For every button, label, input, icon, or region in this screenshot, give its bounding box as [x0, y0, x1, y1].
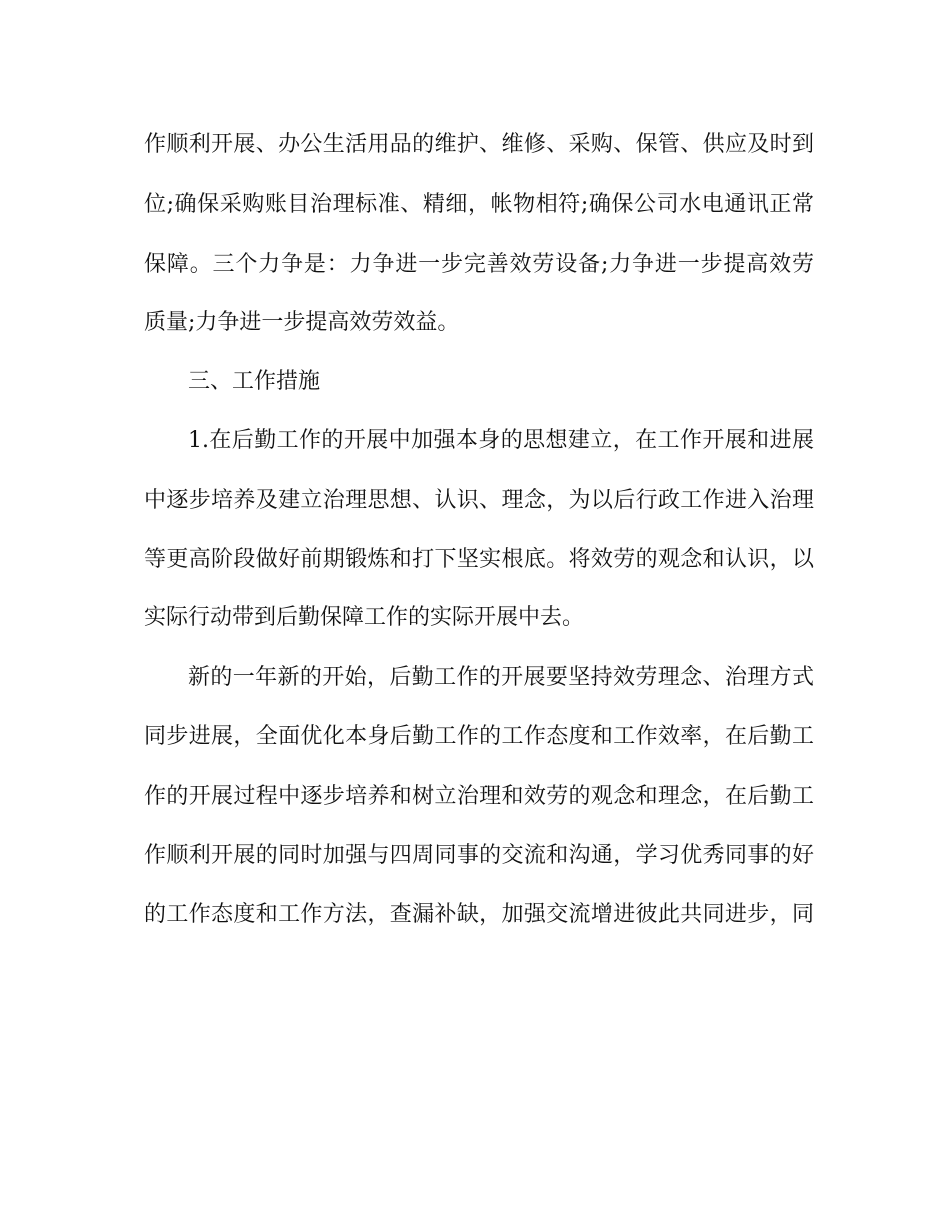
text-line: 实际行动带到后勤保障工作的实际开展中去。	[144, 605, 585, 630]
section-heading: 三、工作措施	[188, 369, 321, 394]
text-line: 作的开展过程中逐步培养和树立治理和效劳的观念和理念，在后勤工	[144, 784, 814, 809]
text-line: 等更高阶段做好前期锻炼和打下坚实根底。将效劳的观念和认识，以	[144, 547, 814, 572]
text-line: 质量;力争进一步提高效劳效益。	[144, 310, 460, 335]
text-line: 1.在后勤工作的开展中加强本身的思想建立，在工作开展和进展	[188, 428, 814, 453]
text-line: 新的一年新的开始，后勤工作的开展要坚持效劳理念、治理方式	[188, 665, 814, 690]
text-line: 作顺利开展、办公生活用品的维护、维修、采购、保管、供应及时到	[144, 132, 814, 157]
text-line: 中逐步培养及建立治理思想、认识、理念，为以后行政工作进入治理	[144, 488, 814, 513]
text-line: 作顺利开展的同时加强与四周同事的交流和沟通，学习优秀同事的好	[144, 843, 814, 868]
text-line: 的工作态度和工作方法，查漏补缺，加强交流增进彼此共同进步，同	[144, 902, 814, 927]
text-line: 同步进展，全面优化本身后勤工作的工作态度和工作效率，在后勤工	[144, 724, 814, 749]
text-line: 位;确保采购账目治理标准、精细，帐物相符;确保公司水电通讯正常	[144, 192, 814, 217]
text-line: 保障。三个力争是：力争进一步完善效劳设备;力争进一步提高效劳	[144, 252, 814, 277]
